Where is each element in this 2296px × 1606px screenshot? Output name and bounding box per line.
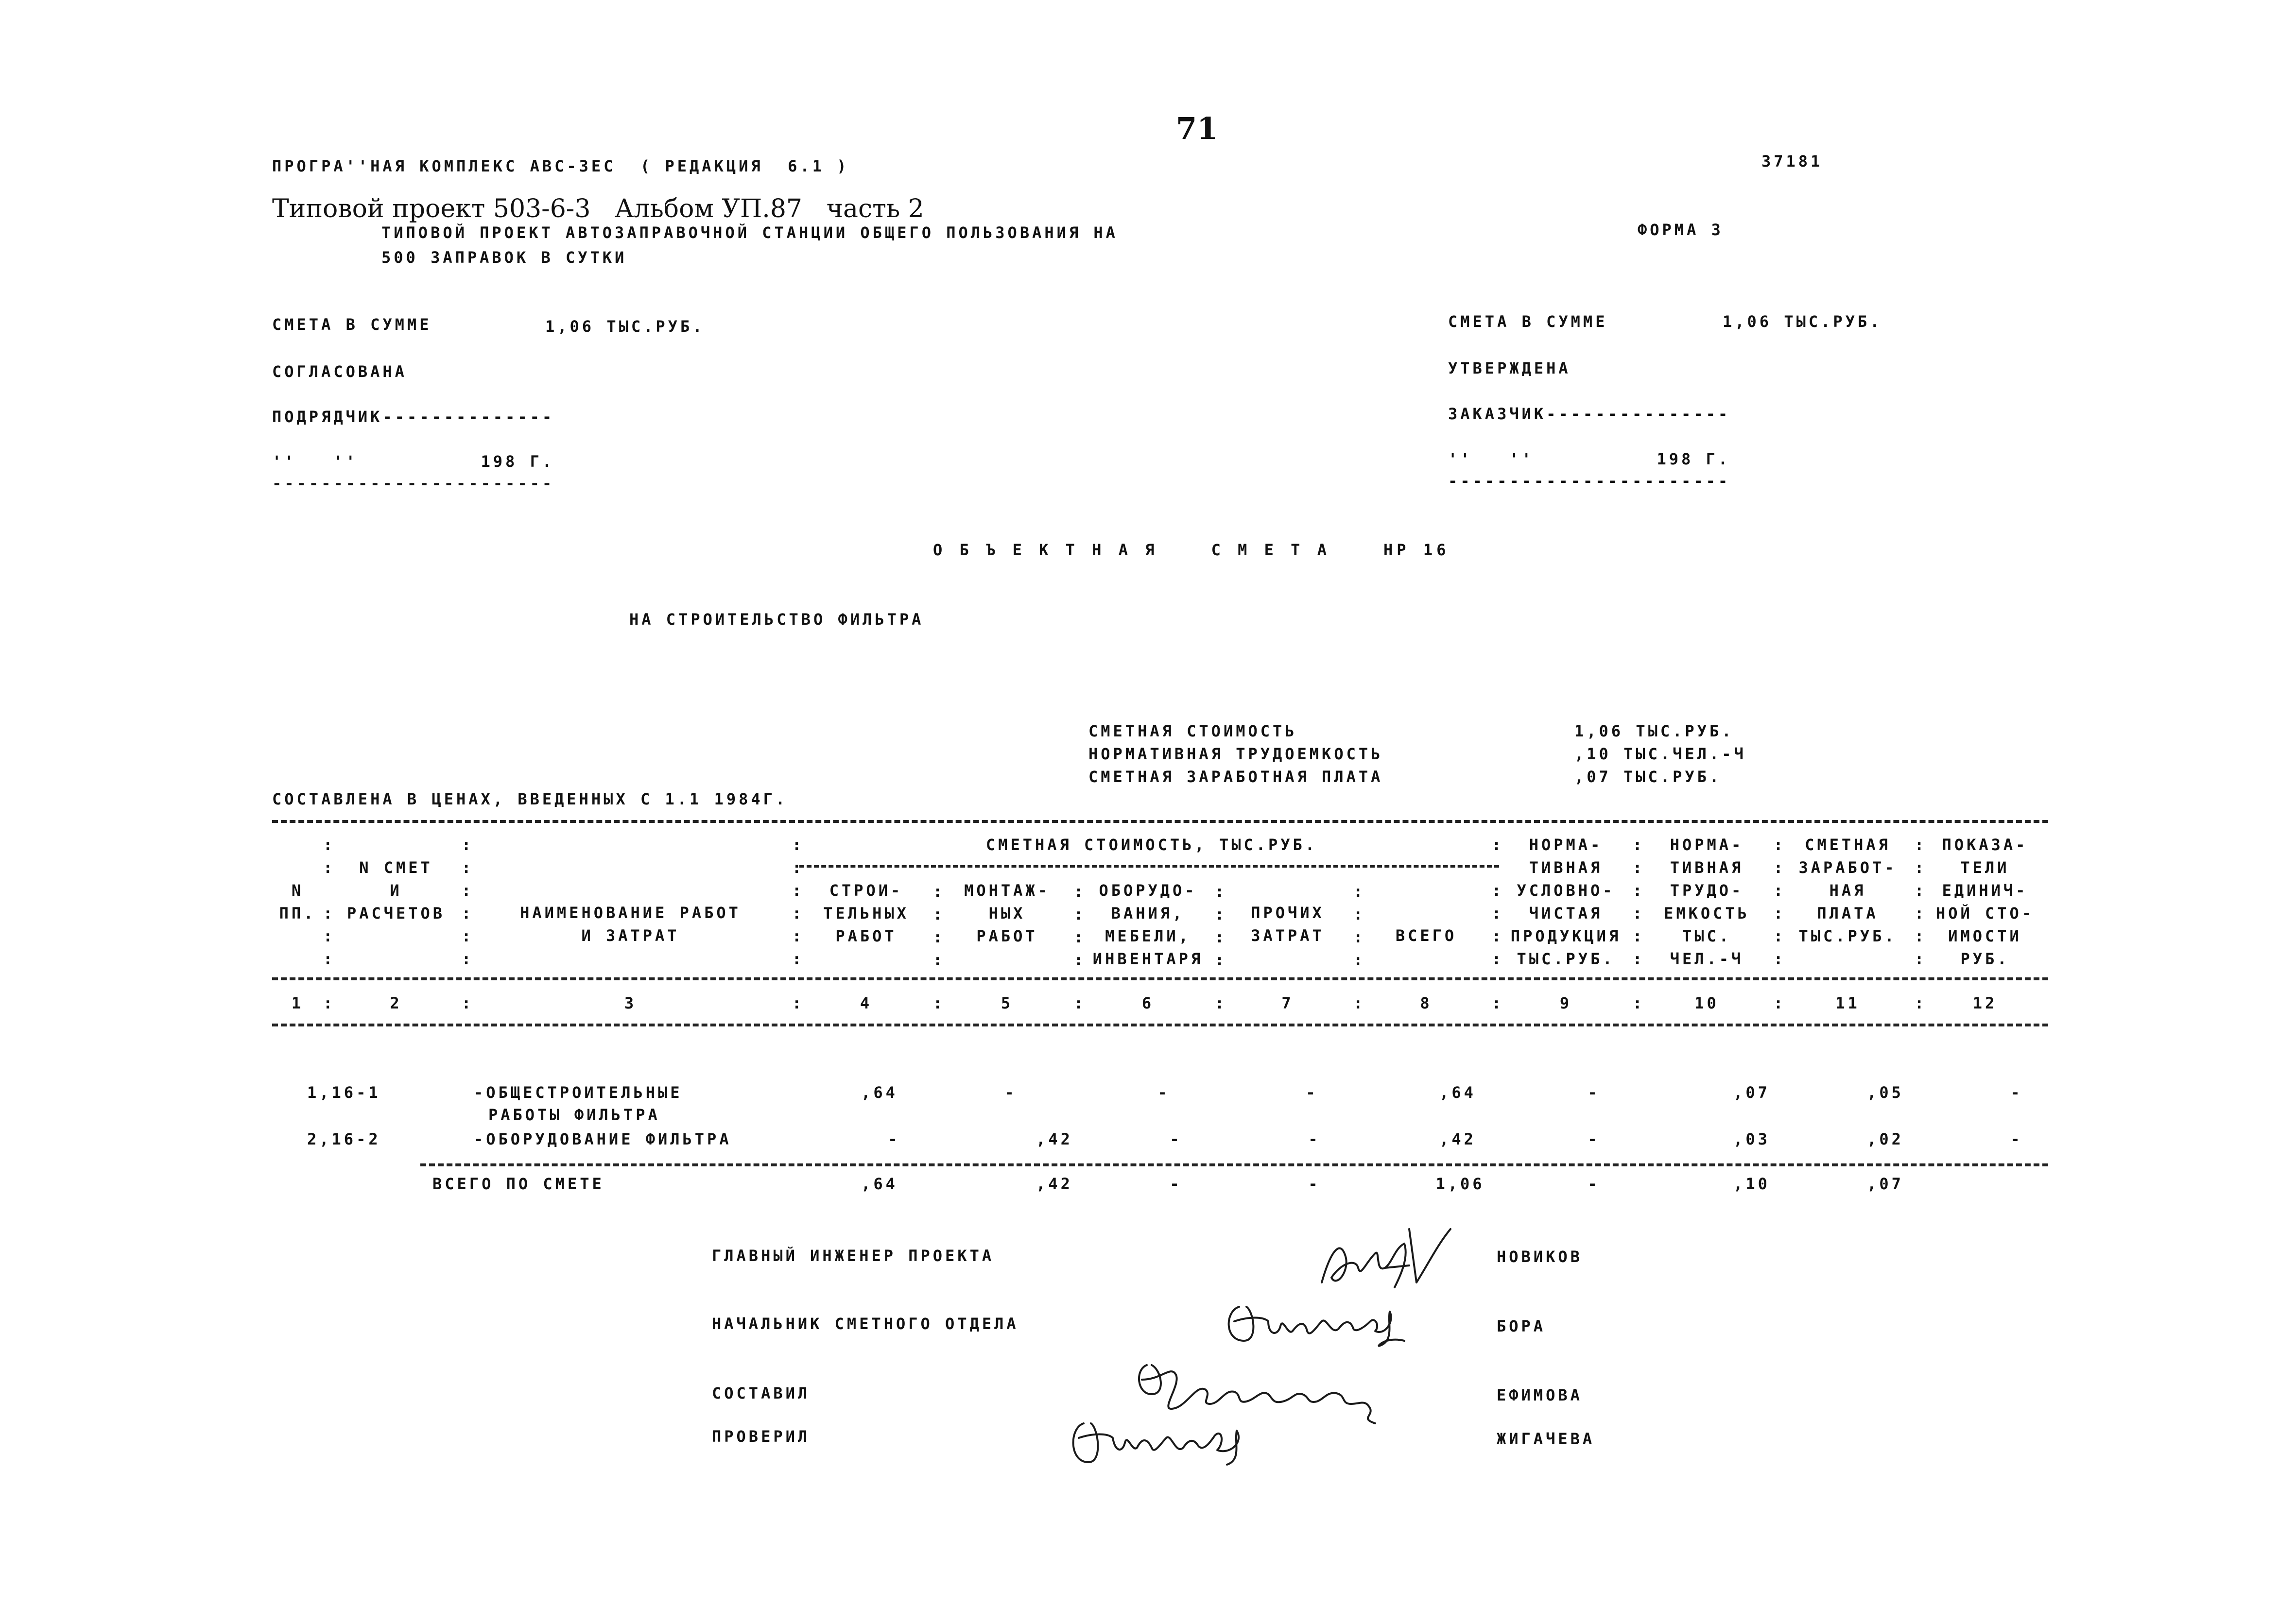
right-approved: УТВЕРЖДЕНА: [1448, 359, 1571, 377]
col-number-4: 4: [860, 994, 873, 1012]
col-number-11: 11: [1835, 994, 1860, 1012]
column-numbers-rule: [272, 1024, 2048, 1026]
col-number-12: 12: [1972, 994, 1998, 1012]
row1-build: ,64: [861, 1083, 898, 1102]
col-header-7: ПРОЧИХ ЗАТРАТ: [1251, 904, 1325, 945]
page-number: 71: [1176, 111, 1218, 146]
summary-value-wage: ,07 ТЫС.РУБ.: [1574, 768, 1722, 786]
program-line: ПРОГРА''НАЯ КОМПЛЕКС АВС-3ЕС ( РЕДАКЦИЯ 6.1 ): [272, 157, 849, 175]
project-line: Типовой проект 503-6-3 Альбом УП.87 часть 2: [272, 194, 924, 223]
signature-name-chief-engineer: НОВИКОВ: [1497, 1247, 1583, 1266]
summary-value-cost: 1,06 ТЫС.РУБ.: [1574, 722, 1734, 740]
right-sum-label: СМЕТА В СУММЕ: [1448, 312, 1608, 331]
row2-labor: ,03: [1733, 1130, 1770, 1148]
row2-build: -: [888, 1130, 900, 1148]
left-date: '' '' 198 Г.: [272, 452, 555, 471]
col-number-8: 8: [1420, 994, 1433, 1012]
num-sep-1: :: [323, 994, 336, 1012]
col-header-12: ПОКАЗА- ТЕЛИ ЕДИНИЧ- НОЙ СТО- ИМОСТИ РУБ.: [1935, 836, 2035, 968]
group-header-rule: [799, 865, 1499, 868]
col-header-8: ВСЕГО: [1395, 926, 1457, 945]
left-sum-label: СМЕТА В СУММЕ: [272, 315, 432, 334]
num-sep-7: :: [1353, 994, 1366, 1012]
signature-role-head-estimates: НАЧАЛЬНИК СМЕТНОГО ОТДЕЛА: [712, 1315, 1019, 1333]
header-bottom-rule: [272, 977, 2048, 980]
num-sep-8: :: [1492, 994, 1504, 1012]
row1-net: -: [1588, 1083, 1600, 1102]
right-customer: ЗАКАЗЧИК---------------: [1448, 405, 1731, 423]
project-title-line1: ТИПОВОЙ ПРОЕКТ АВТОЗАПРАВОЧНОЙ СТАНЦИИ ОБЩЕГО ПОЛЬЗОВАНИЯ НА: [381, 223, 1118, 242]
signature-role-checked: ПРОВЕРИЛ: [712, 1427, 811, 1446]
prices-note: СОСТАВЛЕНА В ЦЕНАХ, ВВЕДЕННЫХ С 1.1 1984Г.: [272, 790, 788, 808]
signature-name-checked: ЖИГАЧЕВА: [1497, 1430, 1595, 1448]
handwritten-signature-2: [1220, 1292, 1414, 1355]
table-top-rule: [272, 820, 2048, 823]
signature-name-head-estimates: БОРА: [1497, 1317, 1546, 1335]
total-other: -: [1308, 1175, 1321, 1193]
col-sep-4: : : : :: [933, 882, 946, 969]
col-number-5: 5: [1001, 994, 1014, 1012]
col-sep-8: : : : : :: [1492, 836, 1504, 968]
total-build: ,64: [861, 1175, 898, 1193]
row2-mount: ,42: [1036, 1130, 1073, 1148]
total-labor: ,10: [1733, 1175, 1770, 1193]
right-line: -----------------------: [1448, 472, 1731, 490]
row2-name-line1: -ОБОРУДОВАНИЕ ФИЛЬТРА: [474, 1130, 732, 1148]
row1-ref: 1,16-1: [307, 1083, 381, 1102]
num-sep-6: :: [1215, 994, 1227, 1012]
row2-equip: -: [1170, 1130, 1182, 1148]
document-title: О Б Ъ Е К Т Н А Я С М Е Т А НР 16: [933, 541, 1450, 559]
row1-other: -: [1306, 1083, 1318, 1102]
col-header-1: N ПП.: [279, 881, 316, 923]
total-wage: ,07: [1867, 1175, 1904, 1193]
num-sep-4: :: [933, 994, 946, 1012]
row1-name-line1: -ОБЩЕСТРОИТЕЛЬНЫЕ: [474, 1083, 683, 1102]
col-number-3: 3: [624, 994, 637, 1012]
form-label: ФОРМА 3: [1638, 221, 1724, 239]
col-sep-2: : : : : : :: [462, 836, 474, 968]
col-number-7: 7: [1281, 994, 1294, 1012]
col-header-2: N СМЕТ И РАСЧЕТОВ: [346, 858, 446, 923]
col-sep-1: : : : : :: [323, 836, 336, 968]
row2-wage: ,02: [1867, 1130, 1904, 1148]
summary-label-cost: СМЕТНАЯ СТОИМОСТЬ: [1088, 722, 1297, 740]
col-sep-9: : : : : : :: [1633, 836, 1645, 968]
col-header-10: НОРМА- ТИВНАЯ ТРУДО- ЕМКОСТЬ ТЫС. ЧЕЛ.-Ч: [1664, 836, 1750, 968]
col-number-2: 2: [390, 994, 402, 1012]
col-sep-7: : : : :: [1353, 882, 1366, 969]
left-agreed: СОГЛАСОВАНА: [272, 362, 407, 381]
row2-total: ,42: [1439, 1130, 1476, 1148]
num-sep-3: :: [792, 994, 805, 1012]
col-sep-10: : : : : : :: [1774, 836, 1786, 968]
row1-name-line2: РАБОТЫ ФИЛЬТРА: [488, 1106, 660, 1124]
row2-other: -: [1308, 1130, 1321, 1148]
left-line: -----------------------: [272, 474, 555, 493]
col-sep-5: : : : :: [1074, 882, 1087, 969]
total-mount: ,42: [1036, 1175, 1073, 1193]
total-total: 1,06: [1435, 1175, 1485, 1193]
row1-total: ,64: [1439, 1083, 1476, 1102]
signature-name-compiled: ЕФИМОВА: [1497, 1386, 1583, 1404]
col-sep-11: : : : : : :: [1915, 836, 1927, 968]
group-header-estimated-cost: СМЕТНАЯ СТОИМОСТЬ, ТЫС.РУБ.: [985, 836, 1318, 854]
row2-unit: -: [2010, 1130, 2023, 1148]
signature-role-chief-engineer: ГЛАВНЫЙ ИНЖЕНЕР ПРОЕКТА: [712, 1247, 995, 1265]
right-date: '' '' 198 Г.: [1448, 450, 1731, 468]
document-number: 37181: [1761, 152, 1823, 171]
col-number-6: 6: [1141, 994, 1155, 1012]
row2-net: -: [1588, 1130, 1600, 1148]
num-sep-2: :: [462, 994, 474, 1012]
row1-equip: -: [1157, 1083, 1170, 1102]
handwritten-signature-4: [1064, 1409, 1259, 1472]
project-title-line2: 500 ЗАПРАВОК В СУТКИ: [381, 248, 627, 267]
col-header-4: СТРОИ- ТЕЛЬНЫХ РАБОТ: [823, 881, 909, 945]
summary-label-labor: НОРМАТИВНАЯ ТРУДОЕМКОСТЬ: [1088, 745, 1383, 763]
num-sep-11: :: [1915, 994, 1927, 1012]
total-net: -: [1588, 1175, 1600, 1193]
left-contractor: ПОДРЯДЧИК--------------: [272, 408, 555, 426]
col-header-3: НАИМЕНОВАНИЕ РАБОТ И ЗАТРАТ: [520, 904, 741, 945]
row1-wage: ,05: [1867, 1083, 1904, 1102]
handwritten-signature-1: [1312, 1219, 1458, 1302]
col-header-6: ОБОРУДО- ВАНИЯ, МЕБЕЛИ, ИНВЕНТАРЯ: [1092, 881, 1204, 968]
row1-unit: -: [2010, 1083, 2023, 1102]
summary-label-wage: СМЕТНАЯ ЗАРАБОТНАЯ ПЛАТА: [1088, 768, 1383, 786]
row1-labor: ,07: [1733, 1083, 1770, 1102]
num-sep-9: :: [1633, 994, 1645, 1012]
col-sep-6: : : : :: [1215, 882, 1227, 969]
row1-mount: -: [1004, 1083, 1017, 1102]
col-number-10: 10: [1694, 994, 1719, 1012]
num-sep-10: :: [1774, 994, 1786, 1012]
row2-ref: 2,16-2: [307, 1130, 381, 1148]
col-number-9: 9: [1559, 994, 1572, 1012]
col-header-9: НОРМА- ТИВНАЯ УСЛОВНО- ЧИСТАЯ ПРОДУКЦИЯ ТЫС.РУБ.: [1510, 836, 1622, 968]
total-label: ВСЕГО ПО СМЕТЕ: [432, 1175, 604, 1193]
total-rule: [420, 1163, 2048, 1166]
num-sep-5: :: [1074, 994, 1087, 1012]
right-sum-value: 1,06 ТЫС.РУБ.: [1723, 312, 1882, 331]
col-header-11: СМЕТНАЯ ЗАРАБОТ- НАЯ ПЛАТА ТЫС.РУБ.: [1798, 836, 1897, 945]
summary-value-labor: ,10 ТЫС.ЧЕЛ.-Ч: [1574, 745, 1746, 763]
signature-role-compiled: СОСТАВИЛ: [712, 1384, 811, 1402]
col-number-1: 1: [291, 994, 304, 1012]
left-sum-value: 1,06 ТЫС.РУБ.: [545, 317, 705, 336]
document-subject: НА СТРОИТЕЛЬСТВО ФИЛЬТРА: [629, 610, 924, 629]
total-equip: -: [1170, 1175, 1182, 1193]
col-header-5: МОНТАЖ- НЫХ РАБОТ: [964, 881, 1050, 945]
col-sep-3: : : : : : :: [792, 836, 805, 968]
